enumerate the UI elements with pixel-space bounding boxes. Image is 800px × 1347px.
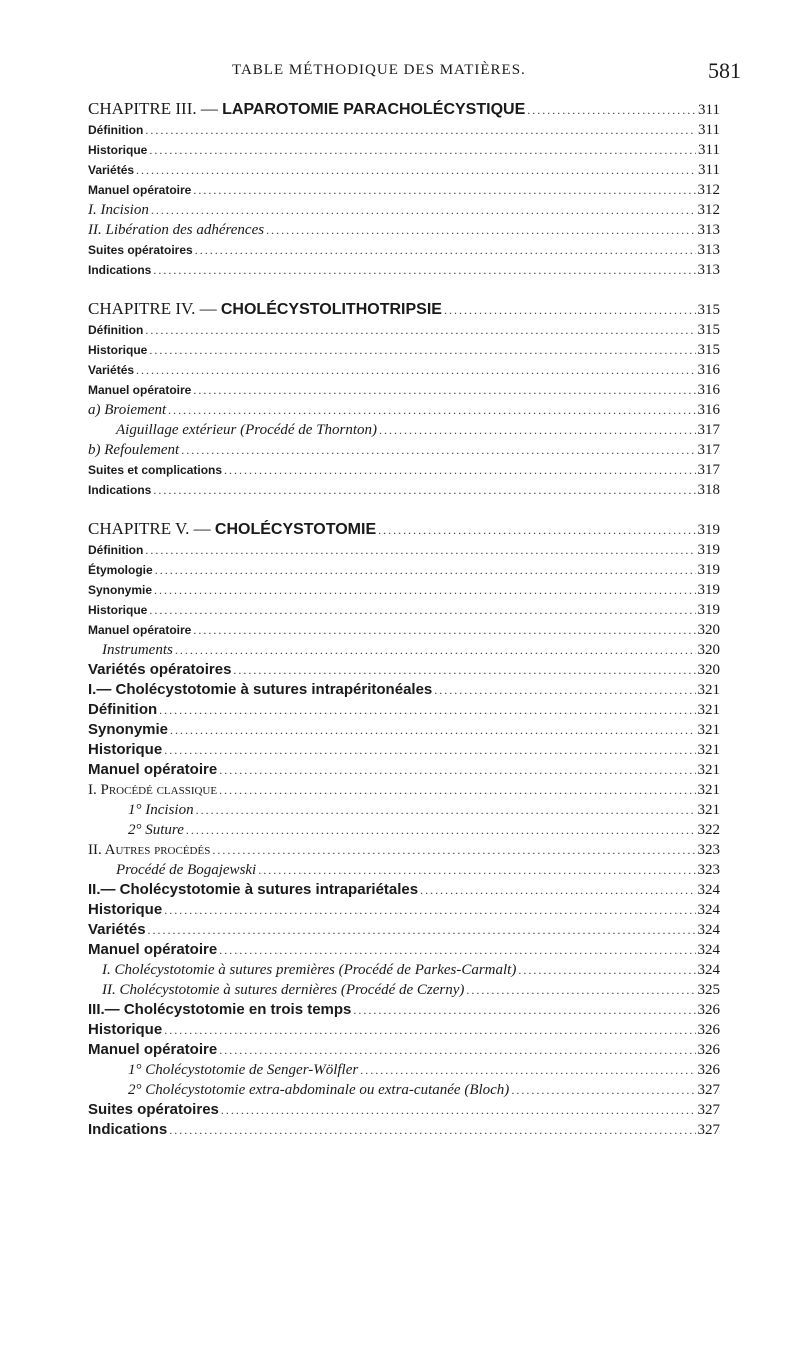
dot-leader	[193, 620, 695, 640]
toc-entry-page-number: 319	[697, 542, 720, 558]
dot-leader	[219, 760, 695, 780]
toc-entry	[88, 880, 720, 900]
toc-entry-label: II.— Cholécystotomie à sutures intrapariétales	[88, 881, 419, 898]
toc-entry-label: Historique	[88, 143, 148, 157]
toc-entry-label: Manuel opératoire	[88, 623, 192, 637]
chapter-heading	[88, 518, 720, 540]
toc-entry-page-number: 319	[697, 602, 720, 618]
toc-entry	[88, 180, 720, 200]
toc-entry-label: Variétés	[88, 921, 146, 938]
toc-entry	[88, 440, 720, 460]
dot-leader	[420, 880, 695, 900]
toc-entry-label: Suites et complications	[88, 463, 223, 477]
toc-entry	[88, 820, 720, 840]
toc-entry-label: Historique	[88, 343, 148, 357]
dot-leader	[219, 940, 695, 960]
dot-leader	[181, 440, 695, 460]
toc-entry-page-number: 324	[697, 882, 720, 898]
toc-entry	[88, 960, 720, 980]
toc-entry	[88, 480, 720, 500]
dot-leader	[169, 1120, 695, 1140]
dot-leader	[149, 340, 695, 360]
toc-entry	[88, 340, 720, 360]
dot-leader	[379, 420, 695, 440]
toc-entry-page-number: 326	[697, 1062, 720, 1078]
toc-entry-page-number: 326	[697, 1002, 720, 1018]
dot-leader	[518, 960, 695, 980]
toc-entry-page-number: 319	[697, 562, 720, 578]
chapter-page-number: 315	[697, 302, 720, 318]
toc-entry	[88, 700, 720, 720]
toc-entry	[88, 900, 720, 920]
toc-entry-page-number: 312	[697, 182, 720, 198]
dot-leader	[353, 1000, 695, 1020]
toc-entry	[88, 260, 720, 280]
toc-entry-label: Variétés opératoires	[88, 661, 232, 678]
chapter-block	[88, 298, 720, 500]
dot-leader	[266, 220, 695, 240]
dot-leader	[153, 480, 695, 500]
toc-entry	[88, 400, 720, 420]
dot-leader	[149, 140, 696, 160]
toc-entry	[88, 160, 720, 180]
chapter-block	[88, 518, 720, 1140]
toc-entry-page-number: 323	[697, 862, 720, 878]
dot-leader	[527, 99, 696, 121]
dot-leader	[145, 120, 696, 140]
toc-entry-label: II. Libération des adhérences	[88, 222, 265, 238]
toc-entry-label: Suites opératoires	[88, 1101, 219, 1118]
chapter-number: CHAPITRE V. —	[88, 519, 215, 538]
toc-entry	[88, 660, 720, 680]
toc-entry-page-number: 320	[697, 662, 720, 678]
toc-entry	[88, 1040, 720, 1060]
toc-entry-label: Définition	[88, 701, 158, 718]
dot-leader	[193, 380, 695, 400]
chapter-main-title: LAPAROTOMIE PARACHOLÉCYSTIQUE	[222, 101, 526, 118]
dot-leader	[164, 1020, 695, 1040]
chapter-main-title: CHOLÉCYSTOLITHOTRIPSIE	[220, 301, 442, 318]
toc-entry-label: Définition	[88, 323, 144, 337]
chapter-title	[88, 298, 442, 321]
toc-entry	[88, 540, 720, 560]
dot-leader	[155, 560, 696, 580]
toc-entry-page-number: 324	[697, 902, 720, 918]
toc-entry	[88, 740, 720, 760]
toc-entry-page-number: 316	[697, 402, 720, 418]
chapter-page-number: 311	[698, 102, 720, 118]
toc-entry-label: III.— Cholécystotomie en trois temps	[88, 1001, 352, 1018]
dot-leader	[196, 800, 696, 820]
dot-leader	[159, 700, 695, 720]
toc-entry-page-number: 327	[697, 1102, 720, 1118]
dot-leader	[378, 519, 695, 541]
toc-entry-page-number: 313	[697, 242, 720, 258]
toc-entry-label: 2° Suture	[128, 822, 184, 838]
toc-entry	[88, 940, 720, 960]
toc-entry-label: Historique	[88, 901, 163, 918]
toc-entry-label: I.— Cholécystotomie à sutures intrapéritonéales	[88, 681, 433, 698]
dot-leader	[195, 240, 696, 260]
dot-leader	[193, 180, 695, 200]
toc-entry	[88, 200, 720, 220]
toc-entry-page-number: 321	[697, 682, 720, 698]
toc-entry-page-number: 324	[697, 942, 720, 958]
dot-leader	[360, 1060, 695, 1080]
dot-leader	[219, 1040, 695, 1060]
dot-leader	[170, 720, 695, 740]
toc-entry-page-number: 327	[697, 1082, 720, 1098]
dot-leader	[153, 260, 695, 280]
toc-entry-page-number: 317	[697, 422, 720, 438]
toc-entry-page-number: 321	[697, 762, 720, 778]
toc-entry-label: II. Cholécystotomie à sutures dernières (Procédé de Czerny)	[102, 982, 465, 998]
toc-entry-label: Manuel opératoire	[88, 183, 192, 197]
toc-entry-label: Historique	[88, 603, 148, 617]
chapter-page-number: 319	[697, 522, 720, 538]
toc-entry-label: Variétés	[88, 163, 135, 177]
toc-entry-label: Indications	[88, 263, 152, 277]
toc-entry-page-number: 321	[697, 702, 720, 718]
chapter-heading	[88, 98, 720, 120]
toc-entry-page-number: 326	[697, 1042, 720, 1058]
toc-entry-page-number: 321	[697, 782, 720, 798]
toc-entry-page-number: 313	[697, 262, 720, 278]
toc-entry-page-number: 326	[697, 1022, 720, 1038]
toc-entry	[88, 460, 720, 480]
toc-entry	[88, 320, 720, 340]
dot-leader	[186, 820, 696, 840]
toc-entry-label: I. Cholécystotomie à sutures premières (Procédé de Parkes-Carmalt)	[102, 962, 517, 978]
toc-entry	[88, 640, 720, 660]
dot-leader	[466, 980, 695, 1000]
toc-entry-label: Aiguillage extérieur (Procédé de Thornton)	[116, 422, 378, 438]
toc-entry	[88, 840, 720, 860]
chapter-number: CHAPITRE III. —	[88, 99, 223, 118]
dot-leader	[511, 1080, 695, 1100]
dot-leader	[148, 920, 696, 940]
toc-entry-page-number: 312	[697, 202, 720, 218]
toc-entry	[88, 920, 720, 940]
toc-entry-label: Synonymie	[88, 721, 169, 738]
dot-leader	[136, 160, 696, 180]
toc-entry-label: Indications	[88, 483, 152, 497]
toc-entry-label: Procédé de Bogajewski	[116, 862, 257, 878]
toc-entry-page-number: 315	[697, 342, 720, 358]
dot-leader	[224, 460, 695, 480]
toc-entry-label: 1° Incision	[128, 802, 194, 818]
dot-leader	[233, 660, 695, 680]
dot-leader	[151, 200, 696, 220]
toc-entry-page-number: 320	[697, 642, 720, 658]
toc-entry-page-number: 311	[698, 142, 720, 158]
dot-leader	[136, 360, 695, 380]
toc-entry	[88, 380, 720, 400]
toc-entry-page-number: 317	[697, 442, 720, 458]
toc-entry-label: Manuel opératoire	[88, 941, 218, 958]
dot-leader	[168, 400, 695, 420]
toc-entry-page-number: 322	[697, 822, 720, 838]
chapter-title	[88, 518, 376, 541]
chapter-title	[88, 98, 525, 121]
toc-entry	[88, 220, 720, 240]
dot-leader	[175, 640, 696, 660]
toc-entry	[88, 680, 720, 700]
toc-entry-label: II. Autres procédés	[88, 842, 211, 858]
running-title: TABLE MÉTHODIQUE DES MATIÈRES.	[232, 62, 526, 78]
toc-entry	[88, 720, 720, 740]
toc-entry	[88, 1120, 720, 1140]
toc-entry	[88, 120, 720, 140]
dot-leader	[434, 680, 695, 700]
toc-entry-label: b) Refoulement	[88, 442, 180, 458]
toc-entry-label: Instruments	[102, 642, 173, 658]
toc-entry	[88, 760, 720, 780]
chapter-block	[88, 98, 720, 280]
toc-entry-page-number: 321	[697, 802, 720, 818]
dot-leader	[258, 860, 695, 880]
toc-entry-label: Variétés	[88, 363, 135, 377]
toc-entry-label: Suites opératoires	[88, 243, 193, 257]
toc-entry-label: Historique	[88, 741, 163, 758]
dot-leader	[444, 299, 696, 321]
dot-leader	[145, 320, 695, 340]
toc-entry-label: Définition	[88, 543, 144, 557]
toc-entry	[88, 800, 720, 820]
toc-entry-page-number: 318	[697, 482, 720, 498]
chapter-number: CHAPITRE IV. —	[88, 299, 221, 318]
toc-entry	[88, 140, 720, 160]
toc-entry	[88, 780, 720, 800]
dot-leader	[212, 840, 695, 860]
toc-entry-page-number: 316	[697, 382, 720, 398]
toc-entry-label: I. Incision	[88, 202, 149, 218]
table-of-contents	[88, 98, 720, 1158]
toc-entry-page-number: 319	[697, 582, 720, 598]
toc-entry	[88, 420, 720, 440]
chapter-heading	[88, 298, 720, 320]
chapter-main-title: CHOLÉCYSTOTOMIE	[214, 521, 377, 538]
toc-entry	[88, 980, 720, 1000]
toc-entry-label: I. Procédé classique	[88, 782, 218, 798]
toc-entry-page-number: 324	[697, 922, 720, 938]
toc-entry-label: Indications	[88, 1121, 168, 1138]
dot-leader	[164, 900, 695, 920]
toc-entry	[88, 600, 720, 620]
toc-entry-page-number: 324	[697, 962, 720, 978]
toc-entry	[88, 360, 720, 380]
toc-entry-page-number: 323	[697, 842, 720, 858]
toc-entry	[88, 560, 720, 580]
dot-leader	[149, 600, 695, 620]
dot-leader	[221, 1100, 696, 1120]
toc-entry	[88, 1020, 720, 1040]
toc-entry-label: Historique	[88, 1021, 163, 1038]
toc-entry-page-number: 315	[697, 322, 720, 338]
toc-entry	[88, 1060, 720, 1080]
page-number: 581	[708, 58, 741, 83]
toc-entry-label: Synonymie	[88, 583, 153, 597]
toc-entry	[88, 860, 720, 880]
toc-entry-label: Étymologie	[88, 563, 153, 577]
toc-entry	[88, 1000, 720, 1020]
toc-entry-label: Manuel opératoire	[88, 383, 192, 397]
toc-entry-page-number: 311	[698, 122, 720, 138]
toc-entry-label: 2° Cholécystotomie extra-abdominale ou extra-cutanée (Bloch)	[128, 1082, 510, 1098]
toc-entry	[88, 580, 720, 600]
toc-entry-label: Manuel opératoire	[88, 761, 218, 778]
toc-entry-page-number: 316	[697, 362, 720, 378]
dot-leader	[154, 580, 695, 600]
dot-leader	[145, 540, 695, 560]
toc-entry-page-number: 321	[697, 742, 720, 758]
toc-entry-page-number: 327	[697, 1122, 720, 1138]
toc-entry-label: a) Broiement	[88, 402, 167, 418]
toc-entry	[88, 620, 720, 640]
toc-entry-page-number: 321	[697, 722, 720, 738]
toc-entry	[88, 1080, 720, 1100]
toc-entry-page-number: 320	[697, 622, 720, 638]
toc-entry	[88, 1100, 720, 1120]
toc-entry-label: Définition	[88, 123, 144, 137]
toc-entry-page-number: 311	[698, 162, 720, 178]
toc-entry-label: Manuel opératoire	[88, 1041, 218, 1058]
toc-entry-page-number: 325	[697, 982, 720, 998]
toc-entry-page-number: 313	[697, 222, 720, 238]
dot-leader	[164, 740, 695, 760]
toc-entry-label: 1° Cholécystotomie de Senger-Wölfler	[128, 1062, 359, 1078]
toc-entry	[88, 240, 720, 260]
dot-leader	[219, 780, 695, 800]
toc-entry-page-number: 317	[697, 462, 720, 478]
